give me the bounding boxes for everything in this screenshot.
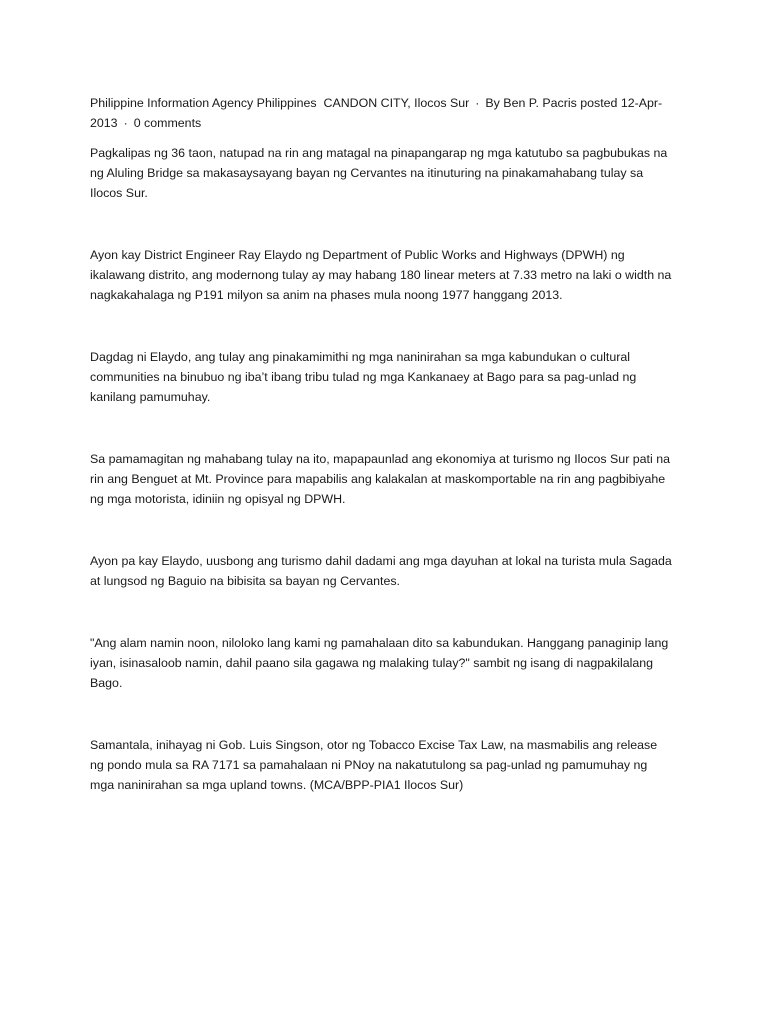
article-byline: [90, 93, 672, 133]
byline-separator: ·: [123, 116, 128, 130]
article-paragraph: Samantala, inihayag ni Gob. Luis Singson, otor ng Tobacco Excise Tax Law, na masmabilis ang release ng pondo mula sa RA 7171 sa pamahalaan ni PNoy na nakatutulong sa pag-unlad ng pamumuhay ng mga naninirahan sa mga upland towns. (MCA/BPP-PIA1 Ilocos Sur): [90, 738, 658, 792]
paragraph-gap: [90, 509, 672, 551]
article-paragraph: Pagkalipas ng 36 taon, natupad na rin ang matagal na pinapangarap ng mga katutubo sa pagbubukas na ng Aluling Bridge sa makasaysayang bayan ng Cervantes na itinuturing na pinakamahabang tulay sa Ilocos Sur.: [90, 146, 668, 200]
paragraph-gap: [90, 407, 672, 449]
article-paragraph: Ayon kay District Engineer Ray Elaydo ng Department of Public Works and Highways (DPWH) ng ikalawang distrito, ang modernong tulay ay may habang 180 linear meters at 7.33 metro na laki o width na nagkakahalaga ng P191 milyon sa anim na phases mula noong 1977 hanggang 2013.: [90, 248, 672, 302]
article-paragraph: Ayon pa kay Elaydo, uusbong ang turismo dahil dadami ang mga dayuhan at lokal na turista mula Sagada at lungsod ng Baguio na bibisita sa bayan ng Cervantes.: [90, 554, 672, 588]
document-page: [90, 93, 672, 795]
dateline-location: CANDON CITY, Ilocos Sur: [323, 96, 470, 110]
article-paragraph: Dagdag ni Elaydo, ang tulay ang pinakamimithi ng mga naninirahan sa mga kabundukan o cultural communities na binubuo ng iba’t ibang tribu tulad ng mga Kankanaey at Bago para sa pag-unlad ng kanilang pamumuhay.: [90, 350, 637, 404]
paragraph-gap: [90, 203, 672, 245]
comments-count: 0 comments: [133, 116, 202, 130]
source-name: Philippine Information Agency Philippines: [90, 96, 317, 110]
author-posted: By Ben P. Pacris posted 12-Apr-2013: [90, 96, 663, 130]
article-paragraph: "Ang alam namin noon, nilolokо lang kami ng pamahalaan dito sa kabundukan. Hanggang panaginip lang iyan, isinasaloob namin, dahil paano sila gagawa ng malaking tulay?" sambit ng isang di nagpakilalang Bago.: [90, 636, 669, 690]
paragraph-gap: [90, 591, 672, 633]
byline-separator: ·: [475, 96, 480, 110]
paragraph-gap: [90, 305, 672, 347]
article-paragraph: Sa pamamagitan ng mahabang tulay na ito, mapapaunlad ang ekonomiya at turismo ng Ilocos Sur pati na rin ang Benguet at Mt. Province para mapabilis ang kalakalan at maskomportable na rin ang pagbibiyahe ng mga motorista, idiniin ng opisyal ng DPWH.: [90, 452, 670, 506]
paragraph-gap: [90, 693, 672, 735]
